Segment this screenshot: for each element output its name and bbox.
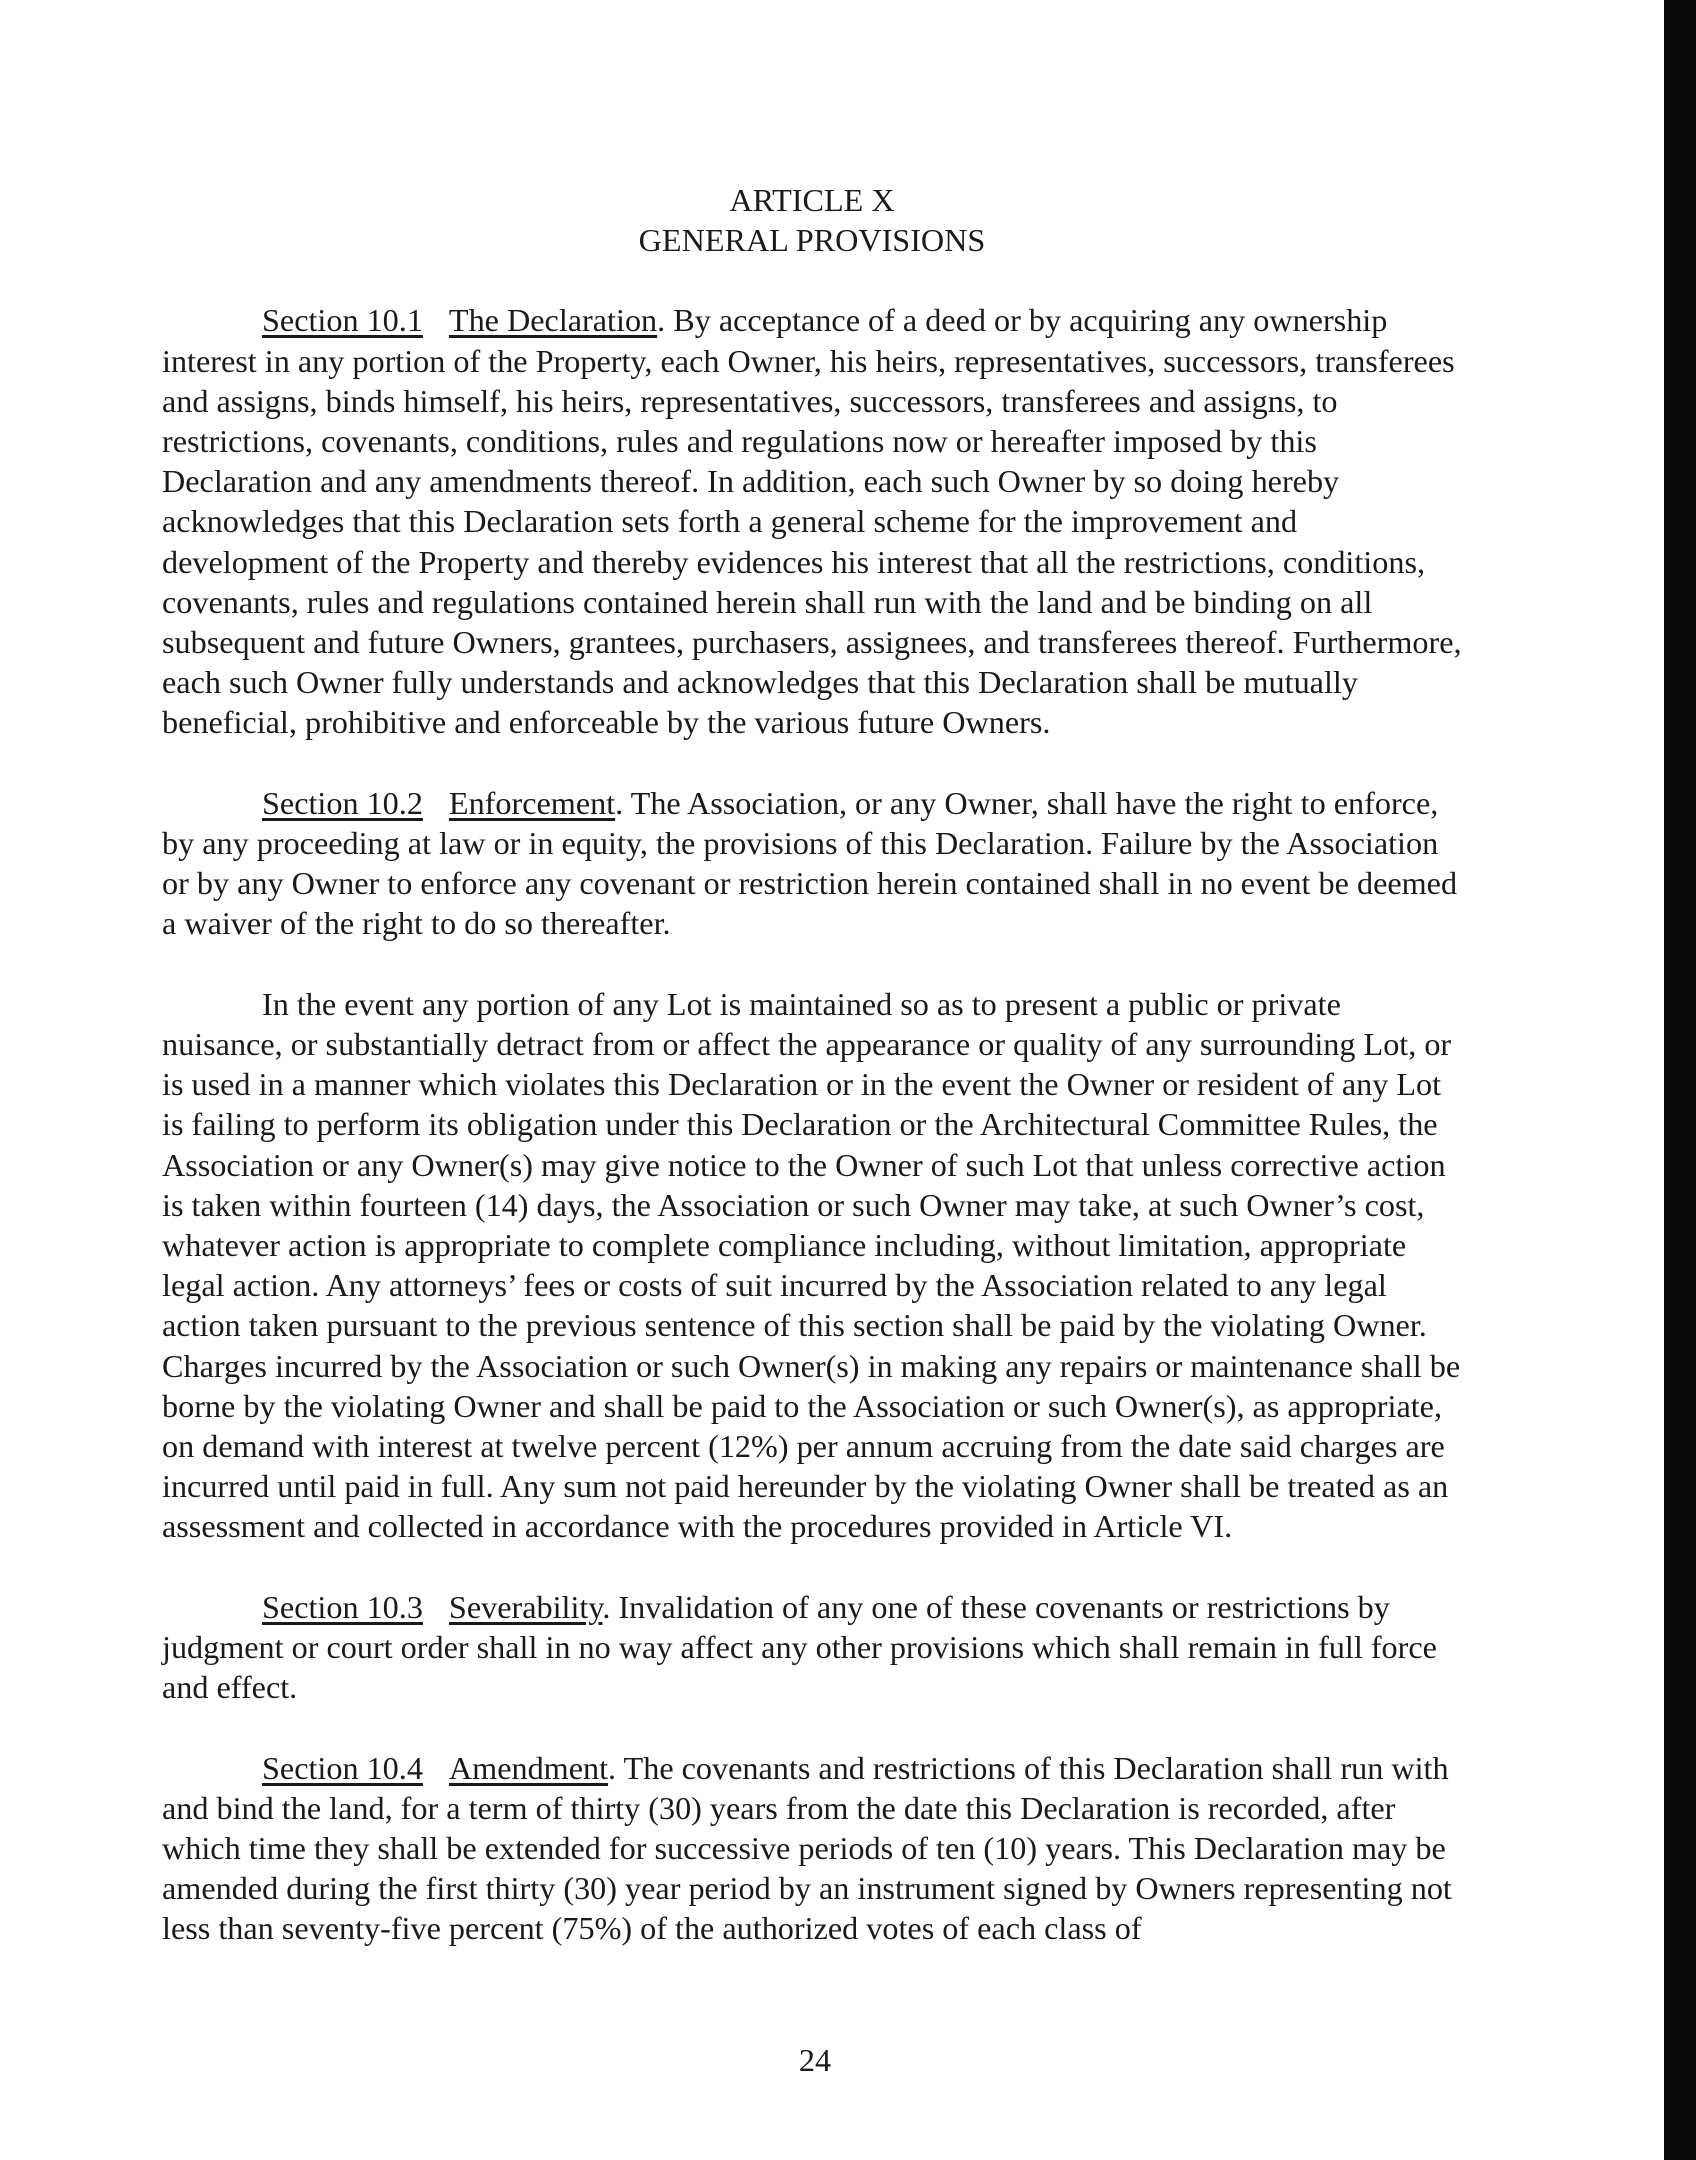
section-number: Section 10.3	[262, 1588, 423, 1625]
section-10-1	[162, 300, 1462, 742]
scan-edge-border	[1664, 0, 1696, 2160]
section-number: Section 10.1	[262, 302, 423, 339]
section-10-4	[162, 1748, 1462, 1949]
section-body: . By acceptance of a deed or by acquiring any ownership interest in any portion of the Property, each Owner, his heirs, representatives, successors, transferees and assigns, binds himself, his heirs, representatives, successors, transferees and assigns, to restrictions, covenants, conditions, rules and regulations now or hereafter imposed by this Declaration and any amendments thereof. In addition, each such Owner by so doing hereby acknowledges that this Declaration sets forth a general scheme for the improvement and development of the Property and thereby evidences his interest that all the restrictions, conditions, covenants, rules and regulations contained herein shall run with the land and be binding on all subsequent and future Owners, grantees, purchasers, assignees, and transferees thereof. Furthermore, each such Owner fully understands and acknowledges that this Declaration shall be mutually beneficial, prohibitive and enforceable by the various future Owners.	[162, 302, 1462, 741]
section-title: Amendment	[448, 1749, 609, 1786]
section-body: . Invalidation of any one of these covenants or restrictions by judgment or court order shall in no way affect any other provisions which shall remain in full force and effect.	[162, 1588, 1437, 1706]
section-title: Enforcement	[448, 784, 616, 821]
section-title: Severability	[448, 1588, 603, 1625]
section-title: The Declaration	[448, 302, 658, 339]
section-10-3	[162, 1587, 1462, 1708]
article-heading	[162, 180, 1462, 260]
section-body: . The Association, or any Owner, shall have the right to enforce, by any proceeding at law or in equity, the provisions of this Declaration. Failure by the Association or by any Owner to enforce any covenant or restriction herein contained shall in no event be deemed a waiver of the right to do so thereafter.	[162, 784, 1458, 942]
section-10-2	[162, 783, 1462, 944]
article-number: ARTICLE X	[729, 182, 895, 218]
document-page	[162, 180, 1462, 1989]
section-10-2-continuation: In the event any portion of any Lot is maintained so as to present a public or private nuisance, or substantially detract from or affect the appearance or quality of any surrounding Lot, or is used in a manner which violates this Declaration or in the event the Owner or resident of any Lot is failing to perform its obligation under this Declaration or the Architectural Committee Rules, the Association or any Owner(s) may give notice to the Owner of such Lot that unless corrective action is taken within fourteen (14) days, the Association or such Owner may take, at such Owner’s cost, whatever action is appropriate to complete compliance including, without limitation, appropriate legal action. Any attorneys’ fees or costs of suit incurred by the Association related to any legal action taken pursuant to the previous sentence of this section shall be paid by the violating Owner. Charges incurred by the Association or such Owner(s) in making any repairs or maintenance shall be borne by the violating Owner and shall be paid to the Association or such Owner(s), as appropriate, on demand with interest at twelve percent (12%) per annum accruing from the date said charges are incurred until paid in full. Any sum not paid hereunder by the violating Owner shall be treated as an assessment and collected in accordance with the procedures provided in Article VI.	[162, 985, 1461, 1545]
page-number: 24	[798, 2042, 832, 2078]
section-body: . The covenants and restrictions of this Declaration shall run with and bind the land, for a term of thirty (30) years from the date this Declaration is recorded, after which time they shall be extended for successive periods of ten (10) years. This Declaration may be amended during the first thirty (30) year period by an instrument signed by Owners representing not less than seventy-five percent (75%) of the authorized votes of each class of	[162, 1749, 1452, 1947]
article-title: GENERAL PROVISIONS	[638, 222, 986, 259]
section-number: Section 10.4	[262, 1749, 423, 1786]
section-number: Section 10.2	[262, 784, 423, 821]
